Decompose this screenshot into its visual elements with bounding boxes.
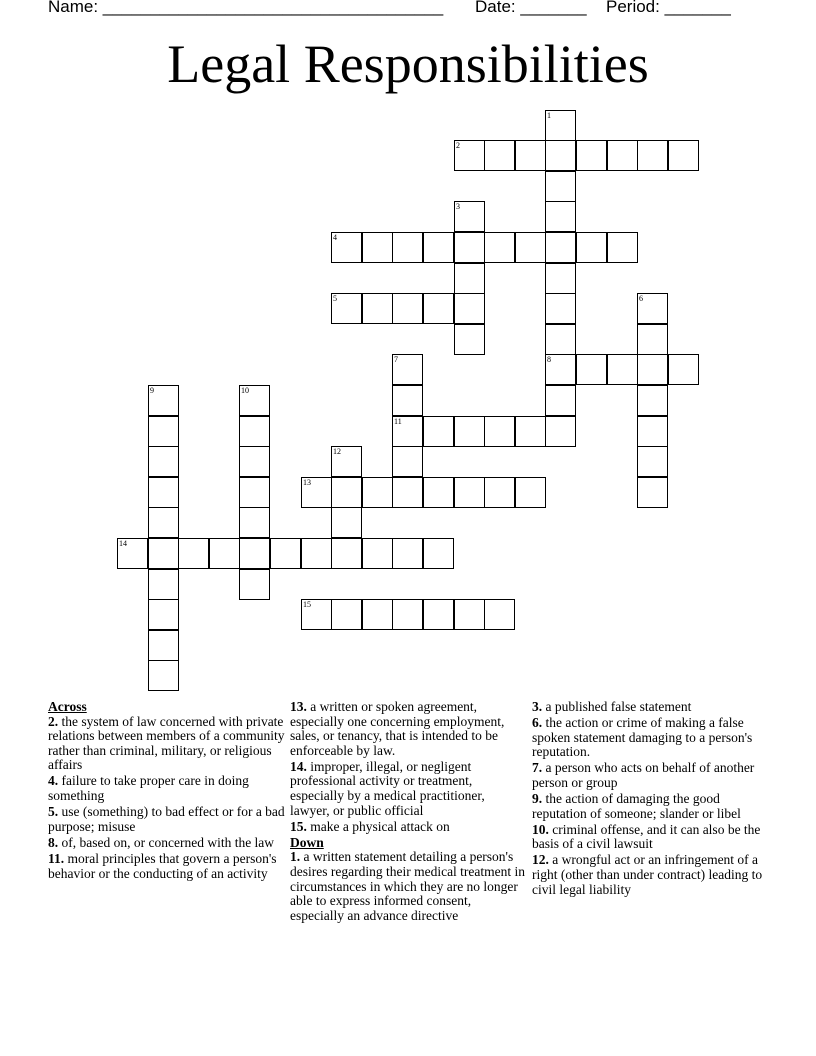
- name-field[interactable]: Name: ____________________________________: [48, 0, 444, 16]
- grid-cell[interactable]: [545, 416, 576, 447]
- grid-cell[interactable]: [331, 538, 362, 569]
- grid-cell[interactable]: [637, 140, 668, 171]
- down-clue-list-continued: [532, 700, 772, 897]
- grid-cell[interactable]: [515, 140, 546, 171]
- grid-cell[interactable]: [454, 477, 485, 508]
- clue-item-number: 11.: [48, 850, 65, 866]
- grid-cell[interactable]: [637, 416, 668, 447]
- grid-cell[interactable]: [545, 201, 576, 232]
- grid-cell[interactable]: [545, 385, 576, 416]
- clue-item: [48, 852, 286, 881]
- clue-item-text: a published false statement: [545, 699, 692, 714]
- grid-cell[interactable]: [392, 446, 423, 477]
- clue-item-number: 14.: [290, 758, 307, 774]
- grid-cell[interactable]: [148, 507, 179, 538]
- clue-item: [532, 700, 772, 715]
- grid-cell[interactable]: [148, 416, 179, 447]
- page-title: Legal Responsibilities: [167, 34, 649, 94]
- clue-item-text: a person who acts on behalf of another person or group: [532, 760, 755, 790]
- grid-cell[interactable]: [668, 140, 699, 171]
- clue-item-text: a written or spoken agreement, especially one concerning employment, sales, or tenancy, that is intended to be enforceable by law.: [290, 699, 505, 758]
- clue-item: [290, 760, 526, 818]
- grid-cell[interactable]: [484, 477, 515, 508]
- grid-cell[interactable]: [545, 171, 576, 202]
- grid-cell[interactable]: [148, 599, 179, 630]
- clue-item: [48, 836, 286, 851]
- date-field[interactable]: Date: _______: [475, 0, 587, 16]
- clue-number: 3: [456, 202, 460, 211]
- grid-cell[interactable]: [454, 324, 485, 355]
- clue-item-number: 9.: [532, 791, 543, 807]
- grid-cell[interactable]: [423, 477, 454, 508]
- grid-cell[interactable]: [423, 232, 454, 263]
- grid-cell[interactable]: [545, 110, 576, 141]
- clue-item: [290, 820, 526, 835]
- grid-cell[interactable]: [362, 538, 393, 569]
- grid-cell[interactable]: [239, 538, 270, 569]
- clue-item-number: 15.: [290, 818, 307, 834]
- grid-cell[interactable]: [148, 477, 179, 508]
- grid-cell[interactable]: [454, 140, 485, 171]
- grid-cell[interactable]: [423, 599, 454, 630]
- grid-cell[interactable]: [392, 354, 423, 385]
- grid-cell[interactable]: [545, 232, 576, 263]
- clue-number: 7: [394, 355, 398, 364]
- clue-item-text: make a physical attack on: [310, 818, 450, 834]
- grid-cell[interactable]: [576, 140, 607, 171]
- grid-cell[interactable]: [484, 140, 515, 171]
- clue-item: [532, 716, 772, 760]
- clue-number: 2: [456, 141, 460, 150]
- down-heading: Down: [290, 834, 324, 850]
- grid-cell[interactable]: [423, 538, 454, 569]
- grid-cell[interactable]: [454, 416, 485, 447]
- across-clue-list-continued: [290, 700, 526, 834]
- grid-cell[interactable]: [392, 477, 423, 508]
- grid-cell[interactable]: [637, 293, 668, 324]
- grid-cell[interactable]: [178, 538, 209, 569]
- grid-cell[interactable]: [545, 263, 576, 294]
- clue-number: 1: [547, 111, 551, 120]
- grid-cell[interactable]: [423, 416, 454, 447]
- clue-item-number: 8.: [48, 834, 59, 850]
- grid-cell[interactable]: [331, 599, 362, 630]
- clue-item-number: 10.: [532, 821, 549, 837]
- grid-cell[interactable]: [270, 538, 301, 569]
- grid-cell[interactable]: [637, 446, 668, 477]
- grid-cell[interactable]: [148, 660, 179, 691]
- grid-cell[interactable]: [607, 140, 638, 171]
- clue-item-number: 6.: [532, 715, 543, 731]
- grid-cell[interactable]: [392, 232, 423, 263]
- grid-cell[interactable]: [117, 538, 148, 569]
- grid-cell[interactable]: [239, 385, 270, 416]
- grid-cell[interactable]: [637, 477, 668, 508]
- across-heading: Across: [48, 699, 87, 714]
- clue-item-number: 3.: [532, 699, 543, 714]
- clue-number: 5: [333, 294, 337, 303]
- grid-cell[interactable]: [239, 569, 270, 600]
- grid-cell[interactable]: [392, 293, 423, 324]
- grid-cell[interactable]: [362, 599, 393, 630]
- grid-cell[interactable]: [576, 354, 607, 385]
- clue-number: 11: [394, 417, 402, 426]
- grid-cell[interactable]: [239, 507, 270, 538]
- grid-cell[interactable]: [637, 324, 668, 355]
- clue-item: [290, 700, 526, 758]
- grid-cell[interactable]: [454, 201, 485, 232]
- clue-item-number: 7.: [532, 760, 543, 776]
- clue-item-text: the action of damaging the good reputation of someone; slander or libel: [532, 791, 741, 821]
- grid-cell[interactable]: [301, 477, 332, 508]
- clue-column-2: [290, 700, 526, 925]
- grid-cell[interactable]: [515, 477, 546, 508]
- grid-cell[interactable]: [148, 569, 179, 600]
- grid-cell[interactable]: [362, 232, 393, 263]
- grid-cell[interactable]: [301, 599, 332, 630]
- clue-item-text: of, based on, or concerned with the law: [61, 834, 275, 850]
- clue-number: 13: [303, 478, 311, 487]
- grid-cell[interactable]: [454, 232, 485, 263]
- clue-item: [532, 761, 772, 790]
- clue-item: [48, 805, 286, 834]
- grid-cell[interactable]: [392, 538, 423, 569]
- grid-cell[interactable]: [392, 599, 423, 630]
- grid-cell[interactable]: [607, 232, 638, 263]
- clue-item-text: criminal offense, and it can also be the basis of a civil lawsuit: [532, 821, 761, 852]
- grid-cell[interactable]: [362, 293, 393, 324]
- clue-column-1: [48, 700, 286, 883]
- grid-cell[interactable]: [209, 538, 240, 569]
- grid-cell[interactable]: [331, 507, 362, 538]
- clue-item: [532, 853, 772, 897]
- clue-item-text: the action or crime of making a false spoken statement damaging to a person's reputation.: [532, 715, 753, 760]
- grid-cell[interactable]: [545, 354, 576, 385]
- grid-cell[interactable]: [392, 385, 423, 416]
- grid-cell[interactable]: [515, 416, 546, 447]
- clue-number: 8: [547, 355, 551, 364]
- grid-cell[interactable]: [637, 354, 668, 385]
- clue-column-3: [532, 700, 772, 899]
- clue-number: 12: [333, 447, 341, 456]
- clue-item-number: 12.: [532, 852, 549, 868]
- clue-number: 10: [241, 386, 249, 395]
- clue-item-number: 5.: [48, 804, 59, 820]
- clue-item-text: failure to take proper care in doing something: [48, 773, 249, 804]
- grid-cell[interactable]: [301, 538, 332, 569]
- grid-cell[interactable]: [331, 232, 362, 263]
- period-field[interactable]: Period: _______: [606, 0, 731, 16]
- clue-item-number: 1.: [290, 849, 301, 865]
- grid-cell[interactable]: [545, 293, 576, 324]
- grid-cell[interactable]: [515, 232, 546, 263]
- clue-item-text: the system of law concerned with private relations between members of a community rather than criminal, military, or religious affairs: [48, 713, 285, 773]
- clue-item: [48, 715, 286, 773]
- clue-number: 15: [303, 600, 311, 609]
- clue-item-text: a wrongful act or an infringement of a right (other than under contract) leading to civil legal liability: [532, 852, 763, 897]
- clue-number: 9: [150, 386, 154, 395]
- grid-cell[interactable]: [239, 477, 270, 508]
- clue-item-text: improper, illegal, or negligent professional activity or treatment, especially by a medical practitioner, lawyer, or public official: [290, 758, 485, 818]
- grid-cell[interactable]: [392, 416, 423, 447]
- grid-cell[interactable]: [362, 477, 393, 508]
- clue-item: [532, 823, 772, 852]
- clue-item: [48, 774, 286, 803]
- grid-cell[interactable]: [331, 293, 362, 324]
- grid-cell[interactable]: [484, 232, 515, 263]
- clue-number: 14: [119, 539, 127, 548]
- grid-cell[interactable]: [545, 324, 576, 355]
- grid-cell[interactable]: [148, 538, 179, 569]
- clue-item-text: moral principles that govern a person's behavior or the conducting of an activity: [48, 850, 277, 881]
- clue-item-text: use (something) to bad effect or for a bad purpose; misuse: [48, 804, 285, 834]
- clue-item: [290, 850, 526, 923]
- grid-cell[interactable]: [637, 385, 668, 416]
- clue-item-text: a written statement detailing a person's desires regarding their medical treatment in circumstances in which they are no longer able to express informed consent, especially an advance directive: [290, 849, 526, 923]
- grid-cell[interactable]: [607, 354, 638, 385]
- grid-cell[interactable]: [454, 599, 485, 630]
- grid-cell[interactable]: [576, 232, 607, 263]
- clue-number: 6: [639, 294, 643, 303]
- grid-cell[interactable]: [148, 385, 179, 416]
- grid-cell[interactable]: [239, 446, 270, 477]
- clue-item-number: 4.: [48, 773, 59, 789]
- down-clue-list: [290, 850, 526, 923]
- grid-cell[interactable]: [239, 416, 270, 447]
- clue-item-number: 13.: [290, 699, 307, 714]
- across-clue-list: [48, 715, 286, 882]
- clue-item: [532, 792, 772, 821]
- grid-cell[interactable]: [668, 354, 699, 385]
- grid-cell[interactable]: [148, 630, 179, 661]
- grid-cell[interactable]: [454, 293, 485, 324]
- grid-cell[interactable]: [484, 416, 515, 447]
- grid-cell[interactable]: [454, 263, 485, 294]
- grid-cell[interactable]: [484, 599, 515, 630]
- clue-number: 4: [333, 233, 337, 242]
- grid-cell[interactable]: [423, 293, 454, 324]
- grid-cell[interactable]: [545, 140, 576, 171]
- grid-cell[interactable]: [331, 477, 362, 508]
- clue-item-number: 2.: [48, 713, 59, 729]
- grid-cell[interactable]: [148, 446, 179, 477]
- grid-cell[interactable]: [331, 446, 362, 477]
